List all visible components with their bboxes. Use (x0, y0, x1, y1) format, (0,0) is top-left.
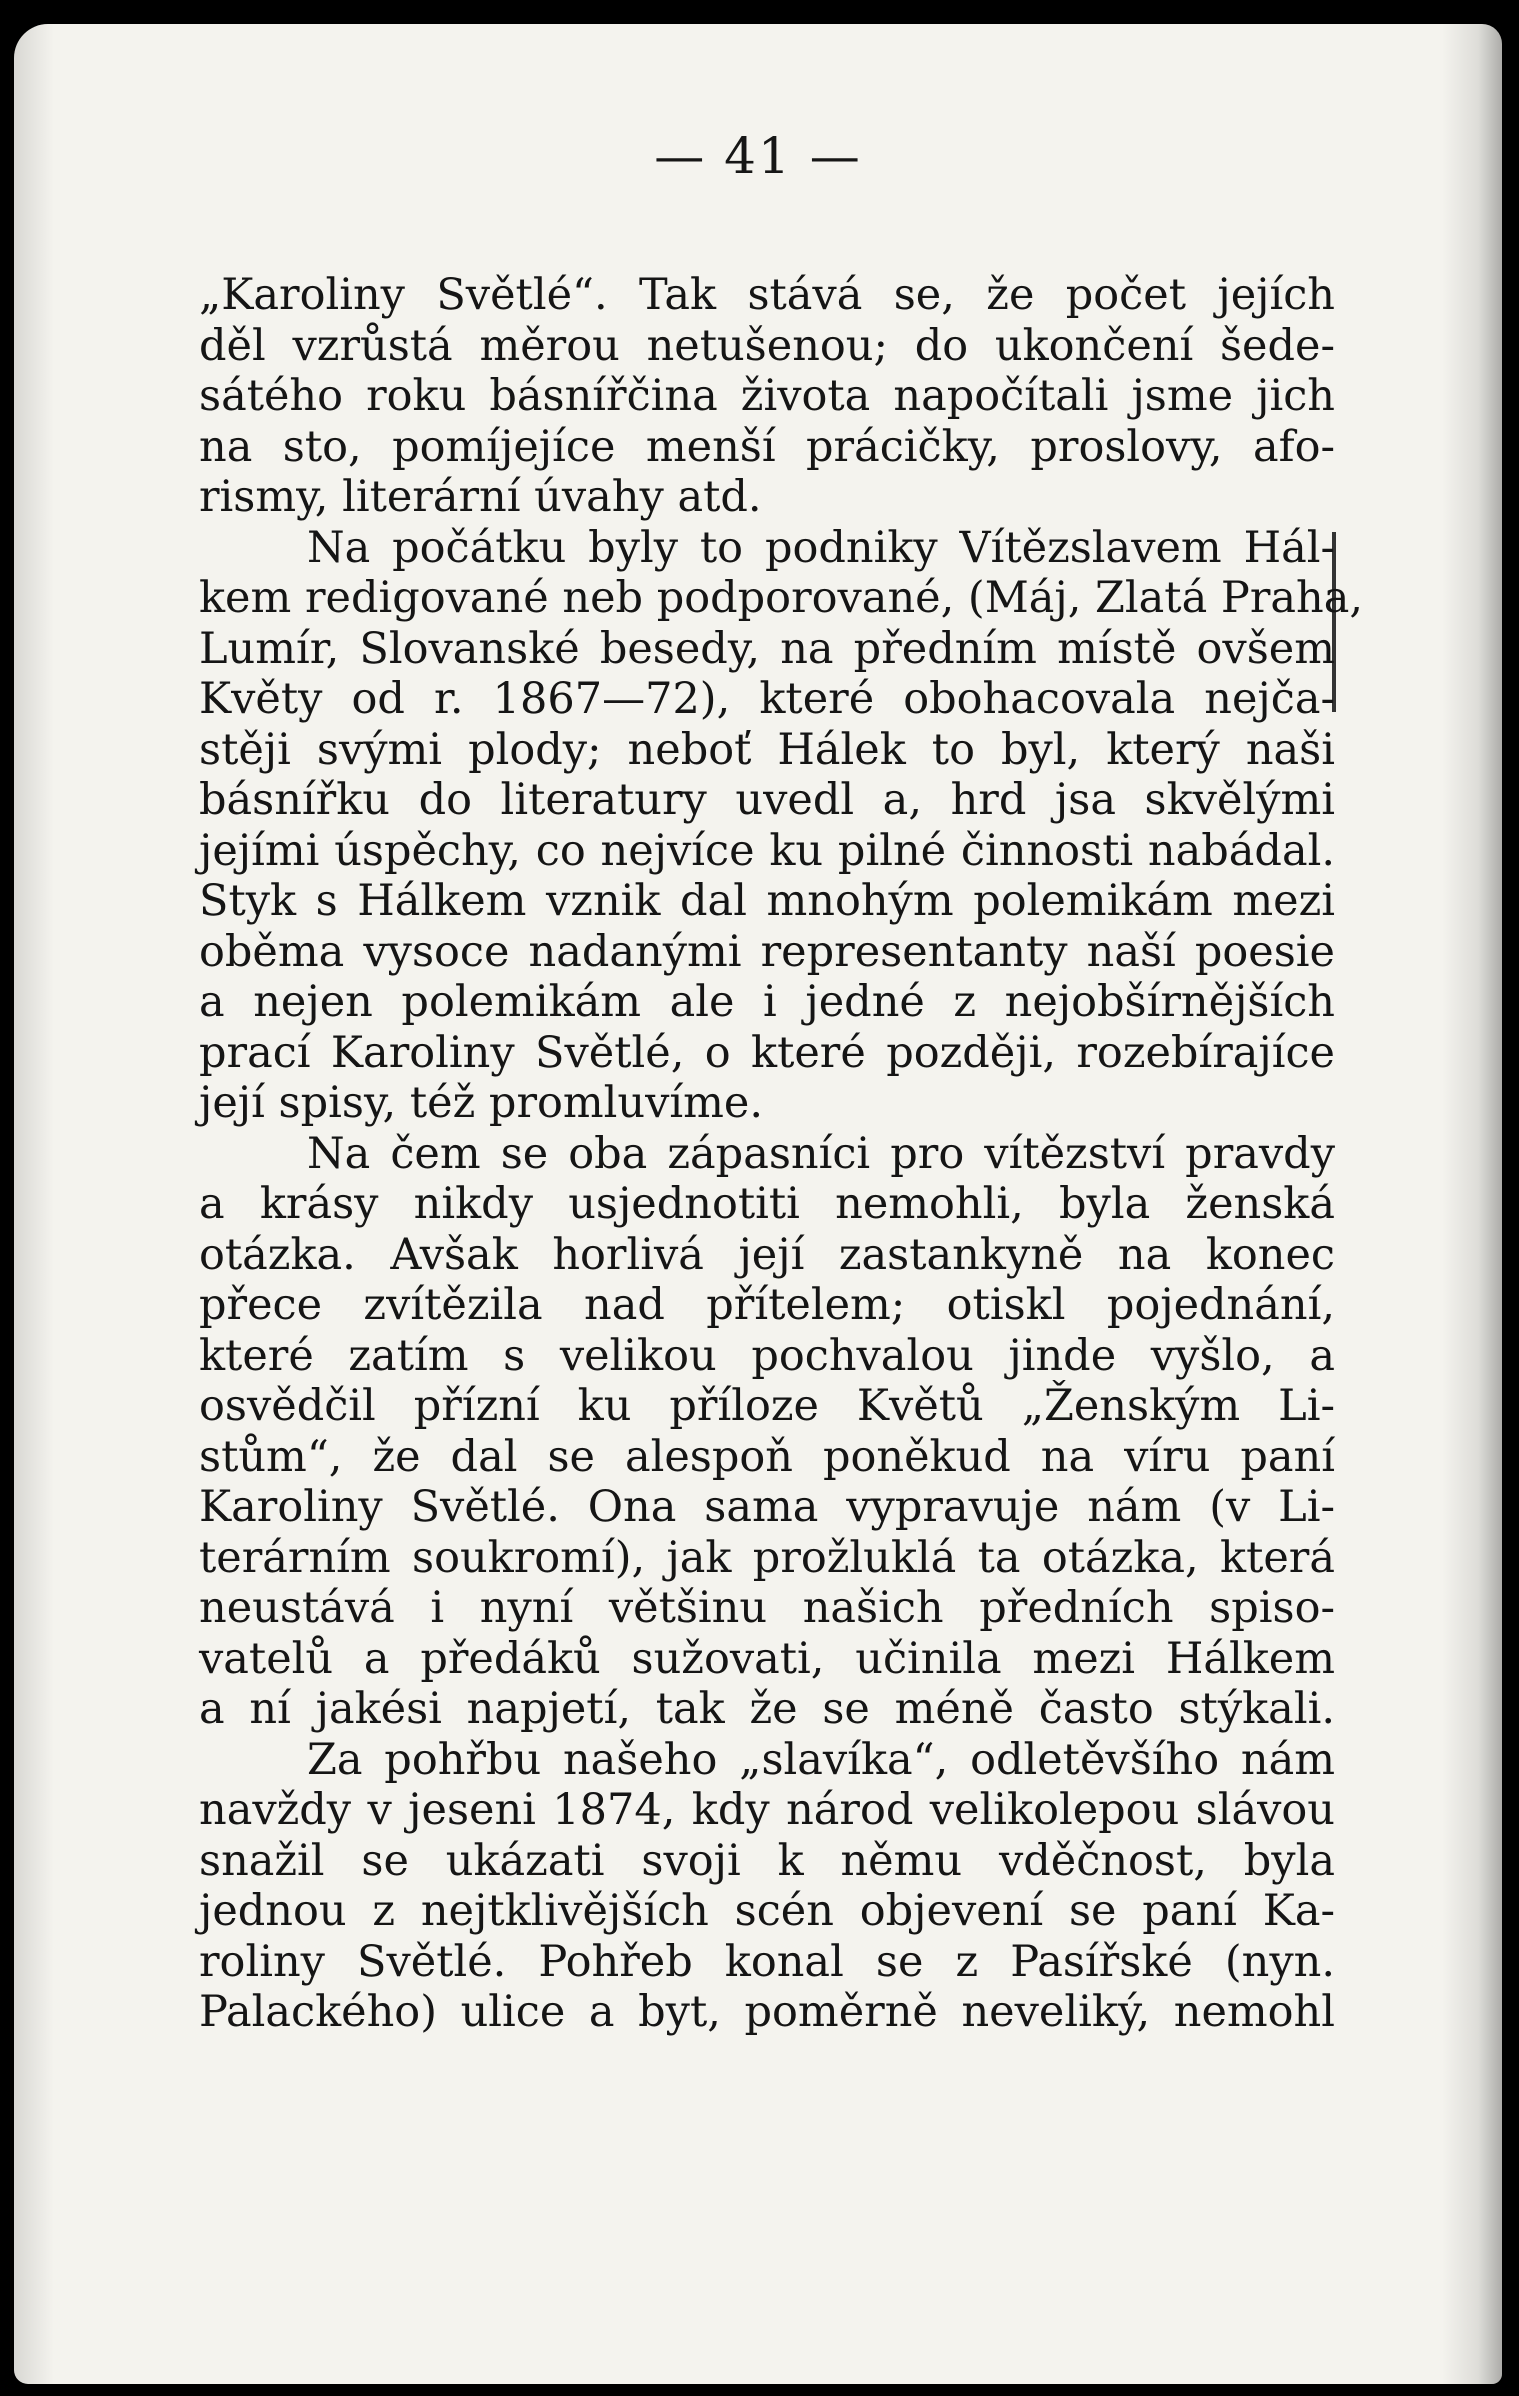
text-line: roliny Světlé. Pohřeb konal se z Pasířské (nyn. (199, 1936, 1335, 1987)
text-line: navždy v jeseni 1874, kdy národ velikolepou slávou (199, 1785, 1335, 1835)
page-left-shadow (14, 24, 54, 2384)
text-line: a krásy nikdy usjednotiti nemohli, byla ženská (199, 1179, 1335, 1229)
text-line: Květy od r. 1867—72), které obohacovala nejča- (199, 674, 1335, 724)
book-page (14, 24, 1502, 2384)
text-line: Palackého) ulice a byt, poměrně neveliký, nemohl (199, 1987, 1335, 2037)
text-body (199, 270, 1364, 2038)
text-line: terárním soukromí), jak prožluklá ta otázka, která (199, 1532, 1335, 1583)
text-line: vatelů a předáků sužovati, učinila mezi Hálkem (199, 1633, 1335, 1684)
text-line: Na čem se oba zápasníci pro vítězství pravdy (307, 1128, 1335, 1179)
text-line: přece zvítězila nad přítelem; otiskl pojednání, (199, 1280, 1335, 1330)
paragraph (199, 270, 1335, 523)
text-line: Styk s Hálkem vznik dal mnohým polemikám mezi (199, 876, 1335, 926)
text-line: jednou z nejtklivějších scén objevení se paní Ka- (199, 1886, 1335, 1936)
text-line: Karoliny Světlé. Ona sama vypravuje nám (v Li- (199, 1482, 1335, 1532)
page-number: — 41 — (654, 127, 862, 185)
text-line: rismy, literární úvahy atd. (199, 472, 762, 522)
text-line: její spisy, též promluvíme. (199, 1078, 764, 1128)
text-line: oběma vysoce nadanými representanty naší poesie (199, 926, 1335, 977)
text-line: které zatím s velikou pochvalou jinde vyšlo, a (199, 1330, 1335, 1381)
text-line: kem redigované neb podporované, (Máj, Zlatá Praha, (199, 573, 1364, 623)
paragraph (199, 1129, 1335, 1735)
text-line: jejími úspěchy, co nejvíce ku pilné činnosti nabádal. (199, 825, 1335, 876)
text-line: otázka. Avšak horlivá její zastankyně na konec (199, 1229, 1335, 1280)
text-line: neustává i nyní většinu našich předních spiso- (199, 1583, 1335, 1633)
page-right-shadow (1442, 24, 1502, 2384)
text-line: děl vzrůstá měrou netušenou; do ukončení šede- (199, 320, 1335, 371)
text-line: stům“, že dal se alespoň poněkud na víru paní (199, 1431, 1335, 1482)
text-line: sátého roku básnířčina života napočítali jsme jich (199, 371, 1335, 421)
text-line: na sto, pomíjejíce menší prácičky, proslovy, afo- (199, 421, 1335, 472)
text-line: osvědčil přízní ku příloze Květů „Ženským Li- (199, 1381, 1335, 1431)
text-line: snažil se ukázati svoji k němu vděčnost, byla (199, 1835, 1335, 1886)
text-line: prací Karoliny Světlé, o které později, rozebírajíce (199, 1027, 1335, 1078)
text-line: Za pohřbu našeho „slavíka“, odletěvšího nám (307, 1734, 1335, 1785)
text-line: stěji svými plody; neboť Hálek to byl, který naši (199, 724, 1335, 775)
paragraph (199, 1735, 1335, 2038)
paragraph (199, 522, 1364, 1129)
text-line: básnířku do literatury uvedl a, hrd jsa skvělými (199, 775, 1335, 825)
text-line: Na počátku byly to podniky Vítězslavem Hál- (307, 522, 1335, 573)
text-line: Lumír, Slovanské besedy, na předním místě ovšem (199, 623, 1335, 674)
text-line: a ní jakési napjetí, tak že se méně často stýkali. (199, 1684, 1335, 1734)
text-line: „Karoliny Světlé“. Tak stává se, že počet jejích (199, 270, 1335, 320)
text-line: a nejen polemikám ale i jedné z nejobšírnějších (199, 977, 1335, 1027)
